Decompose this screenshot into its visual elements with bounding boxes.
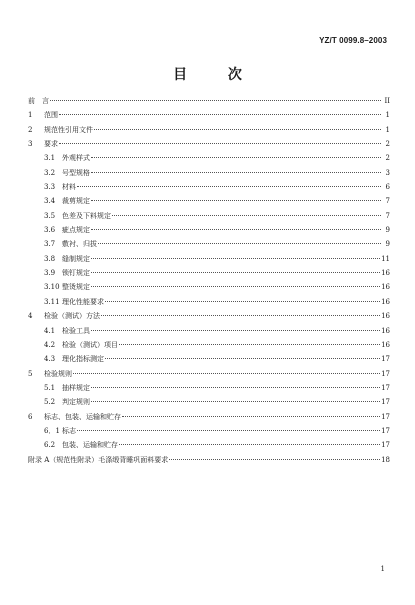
- toc-entry-page: 7: [385, 197, 390, 206]
- toc-dot-leader: [91, 286, 380, 287]
- toc-entry-page: 9: [385, 240, 390, 249]
- toc-entry-title: 检验工具: [62, 326, 90, 335]
- standard-code: YZ/T 0099.8–2003: [319, 36, 387, 45]
- toc-entry-page: 16: [381, 326, 390, 335]
- toc-entry: [28, 94, 390, 108]
- toc-entry-page: 2: [385, 140, 390, 149]
- toc-entry-title: 敷衬、归拔: [62, 240, 97, 249]
- toc-dot-leader: [59, 143, 381, 144]
- toc-entry-number: 1: [28, 111, 33, 120]
- toc-dot-leader: [91, 229, 381, 230]
- toc-entry-page: 17: [381, 441, 390, 450]
- toc-dot-leader: [91, 258, 380, 259]
- toc-entry-number: 3.3: [44, 183, 56, 192]
- toc-entry: [28, 266, 390, 280]
- toc-entry: [28, 280, 390, 294]
- toc-entry-number: 4.1: [44, 326, 56, 335]
- toc-entry: [28, 194, 390, 208]
- toc-entry: [28, 137, 390, 151]
- toc-entry: [28, 209, 390, 223]
- toc-entry-title: 要求: [44, 140, 58, 149]
- toc-entry-page: 16: [381, 269, 390, 278]
- toc-entry-title: 外观样式: [62, 154, 90, 163]
- toc-entry-title: 抽样规定: [62, 383, 90, 392]
- toc-entry: [28, 395, 390, 409]
- toc-entry-title: 检验规则: [44, 369, 72, 378]
- toc-entry: [28, 108, 390, 122]
- toc-entry-number: 4.2: [44, 340, 56, 349]
- toc-entry-number: 3.8: [44, 254, 56, 263]
- toc-entry-number: 5.2: [44, 398, 56, 407]
- toc-dot-leader: [59, 114, 381, 115]
- toc-entry-page: 18: [381, 455, 390, 464]
- toc-entry-title: 疵点规定: [62, 226, 90, 235]
- toc-dot-leader: [119, 344, 380, 345]
- toc-entry-title: 判定规则: [62, 398, 90, 407]
- toc-dot-leader: [98, 243, 381, 244]
- toc-entry-title: 材料: [62, 183, 76, 192]
- toc-dot-leader: [77, 430, 380, 431]
- toc-dot-leader: [169, 459, 380, 460]
- toc-entry-page: 17: [381, 412, 390, 421]
- toc-entry-page: 1: [385, 111, 390, 120]
- toc-entry: [28, 123, 390, 137]
- toc-entry-title: 号型规格: [62, 168, 90, 177]
- toc-dot-leader: [112, 215, 381, 216]
- toc-entry-title: 规范性引用文件: [44, 125, 93, 134]
- toc-entry-title: 锁钉规定: [62, 269, 90, 278]
- toc-entry-number: 3.6: [44, 226, 56, 235]
- toc-dot-leader: [91, 330, 380, 331]
- toc-entry-title: 整烫规定: [62, 283, 90, 292]
- toc-entry-page: 3: [385, 168, 390, 177]
- toc-entry-number: 6.2: [44, 441, 56, 450]
- toc-entry-page: 16: [381, 340, 390, 349]
- page-title: 目 次: [173, 67, 260, 83]
- page-number: 1: [380, 565, 385, 573]
- toc-entry: [28, 180, 390, 194]
- toc-dot-leader: [101, 315, 380, 316]
- toc-dot-leader: [73, 373, 380, 374]
- toc-entry-page: 11: [381, 254, 390, 263]
- toc-entry-page: 1: [385, 125, 390, 134]
- toc-entry: [28, 410, 390, 424]
- toc-entry: [28, 367, 390, 381]
- toc-entry-number: 5: [28, 369, 33, 378]
- toc-entry-page: 17: [381, 383, 390, 392]
- toc-entry-title: 前 言: [28, 97, 49, 105]
- toc-entry: [28, 338, 390, 352]
- toc-entry: [28, 295, 390, 309]
- toc-entry-page: 9: [385, 226, 390, 235]
- toc-entry-title: 标志、包装、运输和贮存: [44, 412, 121, 421]
- toc-entry: [28, 381, 390, 395]
- toc-entry-title: 理化性能要求: [62, 297, 104, 306]
- toc-dot-leader: [77, 186, 381, 187]
- toc-entry-number: 3.4: [44, 197, 56, 206]
- toc-entry-page: II: [384, 97, 390, 105]
- toc-entry-page: 2: [385, 154, 390, 163]
- toc-entry-page: 16: [381, 283, 390, 292]
- toc-entry: [28, 309, 390, 323]
- toc-dot-leader: [91, 387, 380, 388]
- toc-entry-page: 17: [381, 426, 390, 435]
- toc-entry-title: 色差及下料规定: [62, 211, 111, 220]
- toc-entry-number: 3.2: [44, 168, 56, 177]
- toc-entry-number: 2: [28, 125, 33, 134]
- toc-entry-number: 3.11: [44, 297, 60, 306]
- toc-entry: [28, 352, 390, 366]
- toc-entry-page: 17: [381, 355, 390, 364]
- toc-entry-page: 17: [381, 369, 390, 378]
- toc-dot-leader: [91, 172, 381, 173]
- toc-entry-title: 附录 A（规范性附录）毛涤缎背睡巩面料要求: [28, 455, 169, 464]
- toc-entry-page: 16: [381, 297, 390, 306]
- toc-dot-leader: [105, 301, 380, 302]
- toc-entry-number: 3.9: [44, 269, 56, 278]
- toc-entry-number: 3.5: [44, 211, 56, 220]
- toc-entry: [28, 453, 390, 467]
- toc-entry-page: 6: [385, 183, 390, 192]
- toc-dot-leader: [91, 157, 381, 158]
- toc-dot-leader: [91, 401, 380, 402]
- toc-entry-number: 3.7: [44, 240, 56, 249]
- toc-entry: [28, 324, 390, 338]
- toc-entry-number: 5.1: [44, 383, 56, 392]
- toc-dot-leader: [105, 358, 380, 359]
- toc-entry-number: 6: [28, 412, 33, 421]
- toc-entry: [28, 223, 390, 237]
- toc-dot-leader: [91, 272, 380, 273]
- toc-entry-title: 缝制规定: [62, 254, 90, 263]
- toc-entry-page: 7: [385, 211, 390, 220]
- toc-entry-title: 范围: [44, 111, 58, 120]
- toc-entry-number: 4.3: [44, 355, 56, 364]
- toc-entry: [28, 237, 390, 251]
- toc-entry-title: 检验（测试）方法: [44, 312, 100, 321]
- toc-entry-title: 包装、运输和贮存: [62, 441, 118, 450]
- toc-dot-leader: [122, 416, 380, 417]
- toc-entry-title: 理化指标测定: [62, 355, 104, 364]
- toc-entry-number: 3.1: [44, 154, 56, 163]
- toc-entry-title: 标志: [62, 426, 76, 435]
- toc-dot-leader: [91, 200, 381, 201]
- toc-entry: [28, 151, 390, 165]
- toc-entry-number: 3.10: [44, 283, 60, 292]
- toc-entry-page: 17: [381, 398, 390, 407]
- toc-dot-leader: [94, 129, 381, 130]
- toc-entry: [28, 252, 390, 266]
- toc-entry-page: 16: [381, 312, 390, 321]
- toc-entry: [28, 438, 390, 452]
- toc-entry: [28, 424, 390, 438]
- toc-dot-leader: [50, 100, 381, 101]
- toc-entry: [28, 166, 390, 180]
- toc-dot-leader: [119, 444, 380, 445]
- toc-entry-number: 6．1: [44, 426, 60, 435]
- toc-entry-title: 裁剪规定: [62, 197, 90, 206]
- table-of-contents: [28, 94, 390, 467]
- toc-entry-number: 3: [28, 140, 33, 149]
- toc-entry-title: 检验（测试）项目: [62, 340, 118, 349]
- toc-entry-number: 4: [28, 312, 33, 321]
